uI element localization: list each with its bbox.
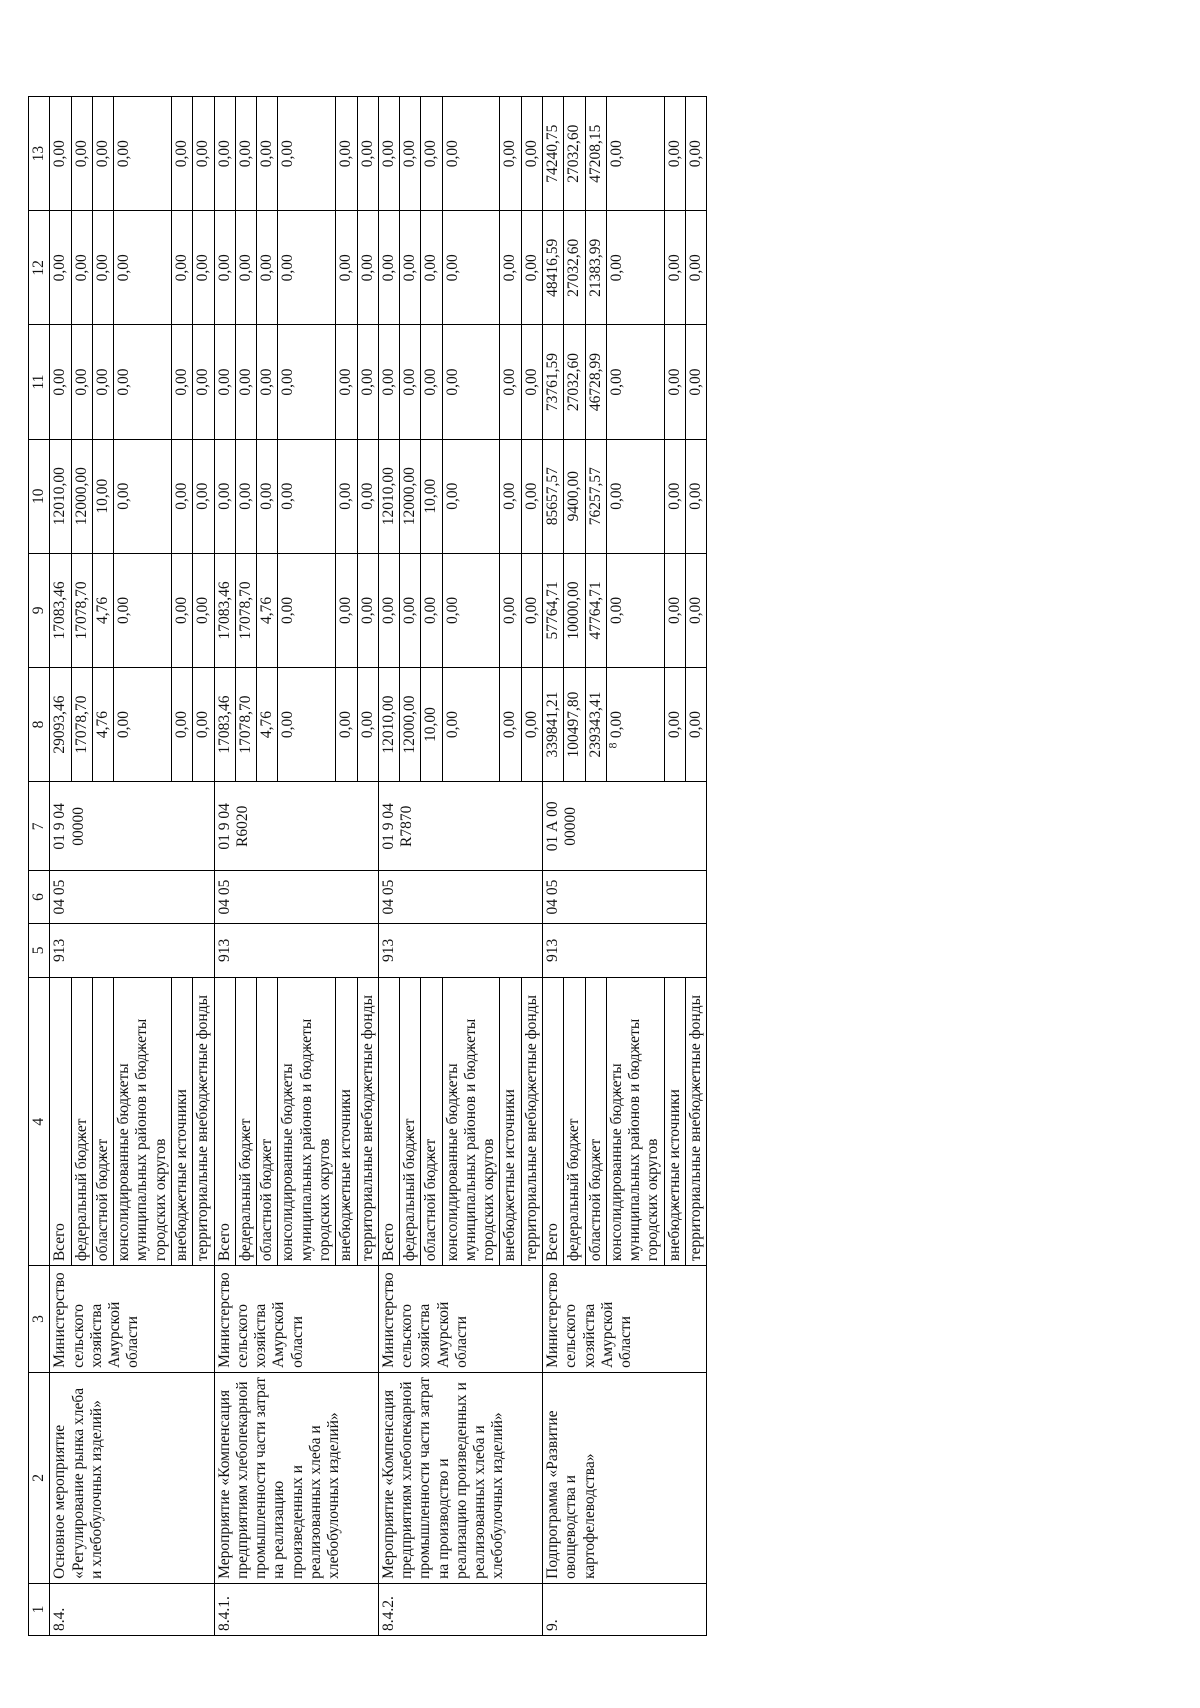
amount-cell: 0,00 [378, 97, 399, 211]
amount-cell: 0,00 [193, 211, 214, 325]
amount-cell: 0,00 [71, 325, 92, 439]
column-number: 4 [29, 978, 50, 1266]
funding-source: консолидированные бюджеты муниципальных районов и бюджеты городских округов [114, 978, 172, 1266]
amount-cell: 0,00 [521, 211, 542, 325]
funding-source: консолидированные бюджеты муниципальных районов и бюджеты городских округов [278, 978, 336, 1266]
amount-cell: 0,00 [257, 97, 278, 211]
amount-cell: 57764,71 [543, 553, 564, 667]
amount-cell: 0,00 [357, 97, 378, 211]
amount-cell: 85657,57 [543, 439, 564, 553]
amount-cell: 17078,70 [235, 553, 256, 667]
amount-cell: 29093,46 [50, 667, 71, 781]
target-code: 01 9 04 R6020 [214, 782, 378, 871]
amount-cell: 0,00 [50, 97, 71, 211]
amount-cell: 0,00 [171, 553, 192, 667]
amount-cell: 73761,59 [543, 325, 564, 439]
funding-source: Всего [543, 978, 564, 1266]
amount-cell: 0,00 [114, 97, 172, 211]
amount-cell: 17083,46 [214, 667, 235, 781]
table-row [378, 97, 399, 1636]
amount-cell: 12000,00 [71, 439, 92, 553]
amount-cell: 0,00 [278, 439, 336, 553]
amount-cell: 0,00 [664, 439, 685, 553]
amount-cell: 0,00 [664, 97, 685, 211]
funding-source: территориальные внебюджетные фонды [686, 978, 707, 1266]
grbs-code: 913 [50, 923, 214, 978]
column-number: 13 [29, 97, 50, 211]
amount-cell: 0,00 [278, 325, 336, 439]
funding-source: областной бюджет [257, 978, 278, 1266]
amount-cell: 4,76 [92, 553, 113, 667]
responsible-org: Министерство сельского хозяйства Амурской области [214, 1266, 378, 1373]
column-number: 5 [29, 923, 50, 978]
program-name: Мероприятие «Компенсация предприятиям хлебопекарной промышленности части затрат на производство и реализацию произведенных и реализованных хлеба и хлебобулочных изделий» [378, 1372, 542, 1583]
column-number: 9 [29, 553, 50, 667]
funding-source: внебюджетные источники [171, 978, 192, 1266]
amount-cell: 47764,71 [585, 553, 606, 667]
amount-cell: 9400,00 [564, 439, 585, 553]
amount-cell: 0,00 [442, 325, 500, 439]
responsible-org: Министерство сельского хозяйства Амурской области [50, 1266, 214, 1373]
amount-cell: 0,00 [336, 439, 357, 553]
program-name: Подпрограмма «Развитие овощеводства и картофелеводства» [543, 1372, 707, 1583]
amount-cell: 76257,57 [585, 439, 606, 553]
grbs-code: 913 [214, 923, 378, 978]
amount-cell: 0,00 [664, 211, 685, 325]
amount-cell: 10,00 [421, 439, 442, 553]
funding-source: внебюджетные источники [500, 978, 521, 1266]
amount-cell: 0,00 [442, 553, 500, 667]
amount-cell: 0,00 [214, 97, 235, 211]
amount-cell: 0,00 [606, 439, 664, 553]
funding-source: территориальные внебюджетные фонды [357, 978, 378, 1266]
amount-cell: 0,00 [336, 211, 357, 325]
funding-source: федеральный бюджет [400, 978, 421, 1266]
amount-cell: 0,00 [606, 667, 664, 781]
row-number: 8.4.1. [214, 1583, 378, 1635]
amount-cell: 0,00 [500, 325, 521, 439]
amount-cell: 0,00 [686, 553, 707, 667]
amount-cell: 0,00 [336, 553, 357, 667]
amount-cell: 0,00 [71, 97, 92, 211]
amount-cell: 0,00 [400, 553, 421, 667]
amount-cell: 0,00 [500, 97, 521, 211]
amount-cell: 0,00 [664, 667, 685, 781]
page-number: 8 [605, 742, 620, 749]
amount-cell: 0,00 [114, 553, 172, 667]
responsible-org: Министерство сельского хозяйства Амурской области [378, 1266, 542, 1373]
amount-cell: 0,00 [278, 97, 336, 211]
amount-cell: 0,00 [336, 97, 357, 211]
amount-cell: 10,00 [421, 667, 442, 781]
amount-cell: 0,00 [442, 97, 500, 211]
amount-cell: 0,00 [378, 553, 399, 667]
program-name: Мероприятие «Компенсация предприятиям хлебопекарной промышленности части затрат на реализацию произведенных и реализованных хлеба и хлебобулочных изделий» [214, 1372, 378, 1583]
amount-cell: 17078,70 [235, 667, 256, 781]
amount-cell: 0,00 [92, 97, 113, 211]
table-row [50, 97, 71, 1636]
section-code: 04 05 [378, 871, 542, 923]
funding-source: консолидированные бюджеты муниципальных районов и бюджеты городских округов [442, 978, 500, 1266]
amount-cell: 0,00 [257, 439, 278, 553]
amount-cell: 0,00 [686, 211, 707, 325]
amount-cell: 0,00 [50, 211, 71, 325]
amount-cell: 0,00 [521, 667, 542, 781]
amount-cell: 12010,00 [378, 667, 399, 781]
amount-cell: 21383,99 [585, 211, 606, 325]
funding-source: внебюджетные источники [336, 978, 357, 1266]
amount-cell: 0,00 [257, 325, 278, 439]
amount-cell: 0,00 [193, 97, 214, 211]
amount-cell: 0,00 [442, 667, 500, 781]
amount-cell: 0,00 [336, 667, 357, 781]
column-number: 1 [29, 1583, 50, 1635]
amount-cell: 0,00 [257, 211, 278, 325]
amount-cell: 0,00 [686, 325, 707, 439]
funding-source: внебюджетные источники [664, 978, 685, 1266]
amount-cell: 0,00 [606, 325, 664, 439]
amount-cell: 0,00 [664, 325, 685, 439]
row-number: 9. [543, 1583, 707, 1635]
table-body [29, 97, 707, 1636]
rotated-page [28, 96, 1048, 1636]
amount-cell: 0,00 [235, 439, 256, 553]
amount-cell: 0,00 [171, 211, 192, 325]
section-code: 04 05 [543, 871, 707, 923]
funding-source: областной бюджет [421, 978, 442, 1266]
row-number: 8.4.2. [378, 1583, 542, 1635]
amount-cell: 17083,46 [50, 553, 71, 667]
amount-cell: 0,00 [442, 211, 500, 325]
amount-cell: 0,00 [357, 667, 378, 781]
amount-cell: 0,00 [336, 325, 357, 439]
funding-source: Всего [50, 978, 71, 1266]
funding-source: федеральный бюджет [564, 978, 585, 1266]
amount-cell: 0,00 [400, 211, 421, 325]
amount-cell: 239343,41 [585, 667, 606, 781]
amount-cell: 0,00 [400, 97, 421, 211]
amount-cell: 0,00 [114, 211, 172, 325]
section-code: 04 05 [50, 871, 214, 923]
funding-source: Всего [214, 978, 235, 1266]
amount-cell: 0,00 [357, 325, 378, 439]
grbs-code: 913 [378, 923, 542, 978]
amount-cell: 27032,60 [564, 97, 585, 211]
amount-cell: 0,00 [521, 97, 542, 211]
amount-cell: 0,00 [521, 325, 542, 439]
funding-source: Всего [378, 978, 399, 1266]
header-row [29, 97, 50, 1636]
row-number: 8.4. [50, 1583, 214, 1635]
amount-cell: 0,00 [193, 439, 214, 553]
amount-cell: 0,00 [171, 325, 192, 439]
amount-cell: 0,00 [50, 325, 71, 439]
section-code: 04 05 [214, 871, 378, 923]
target-code: 01 9 04 R7870 [378, 782, 542, 871]
target-code: 01 9 04 00000 [50, 782, 214, 871]
column-number: 12 [29, 211, 50, 325]
amount-cell: 0,00 [235, 97, 256, 211]
amount-cell: 27032,60 [564, 325, 585, 439]
amount-cell: 0,00 [686, 439, 707, 553]
amount-cell: 0,00 [606, 553, 664, 667]
amount-cell: 0,00 [214, 439, 235, 553]
table-row [543, 97, 564, 1636]
amount-cell: 0,00 [686, 97, 707, 211]
amount-cell: 12010,00 [50, 439, 71, 553]
amount-cell: 74240,75 [543, 97, 564, 211]
amount-cell: 0,00 [214, 325, 235, 439]
column-number: 3 [29, 1266, 50, 1373]
amount-cell: 0,00 [214, 211, 235, 325]
target-code: 01 А 00 00000 [543, 782, 707, 871]
amount-cell: 0,00 [521, 439, 542, 553]
amount-cell: 0,00 [500, 667, 521, 781]
funding-source: федеральный бюджет [71, 978, 92, 1266]
amount-cell: 0,00 [686, 667, 707, 781]
amount-cell: 0,00 [606, 97, 664, 211]
amount-cell: 0,00 [606, 211, 664, 325]
amount-cell: 4,76 [257, 553, 278, 667]
amount-cell: 12000,00 [400, 439, 421, 553]
column-number: 10 [29, 439, 50, 553]
amount-cell: 0,00 [421, 211, 442, 325]
amount-cell: 0,00 [500, 439, 521, 553]
amount-cell: 17078,70 [71, 553, 92, 667]
amount-cell: 47208,15 [585, 97, 606, 211]
amount-cell: 100497,80 [564, 667, 585, 781]
amount-cell: 0,00 [664, 553, 685, 667]
funding-source: территориальные внебюджетные фонды [521, 978, 542, 1266]
amount-cell: 0,00 [278, 667, 336, 781]
amount-cell: 48416,59 [543, 211, 564, 325]
amount-cell: 46728,99 [585, 325, 606, 439]
funding-source: областной бюджет [585, 978, 606, 1266]
responsible-org: Министерство сельского хозяйства Амурской области [543, 1266, 707, 1373]
grbs-code: 913 [543, 923, 707, 978]
amount-cell: 0,00 [193, 325, 214, 439]
amount-cell: 4,76 [92, 667, 113, 781]
program-name: Основное мероприятие «Регулирование рынка хлеба и хлебобулочных изделий» [50, 1372, 214, 1583]
amount-cell: 339841,21 [543, 667, 564, 781]
amount-cell: 17078,70 [71, 667, 92, 781]
column-number: 7 [29, 782, 50, 871]
amount-cell: 0,00 [193, 667, 214, 781]
amount-cell: 17083,46 [214, 553, 235, 667]
amount-cell: 0,00 [421, 553, 442, 667]
amount-cell: 0,00 [357, 211, 378, 325]
amount-cell: 10000,00 [564, 553, 585, 667]
amount-cell: 0,00 [400, 325, 421, 439]
amount-cell: 0,00 [114, 439, 172, 553]
amount-cell: 0,00 [421, 97, 442, 211]
amount-cell: 0,00 [357, 553, 378, 667]
funding-source: федеральный бюджет [235, 978, 256, 1266]
funding-source: консолидированные бюджеты муниципальных районов и бюджеты городских округов [606, 978, 664, 1266]
amount-cell: 0,00 [378, 325, 399, 439]
column-number: 11 [29, 325, 50, 439]
amount-cell: 0,00 [114, 325, 172, 439]
amount-cell: 0,00 [421, 325, 442, 439]
amount-cell: 0,00 [114, 667, 172, 781]
amount-cell: 0,00 [521, 553, 542, 667]
amount-cell: 0,00 [92, 211, 113, 325]
column-number: 2 [29, 1372, 50, 1583]
amount-cell: 0,00 [193, 553, 214, 667]
amount-cell: 0,00 [378, 211, 399, 325]
amount-cell: 0,00 [235, 325, 256, 439]
amount-cell: 0,00 [171, 439, 192, 553]
amount-cell: 4,76 [257, 667, 278, 781]
amount-cell: 0,00 [442, 439, 500, 553]
amount-cell: 0,00 [235, 211, 256, 325]
funding-source: областной бюджет [92, 978, 113, 1266]
amount-cell: 0,00 [171, 667, 192, 781]
amount-cell: 12010,00 [378, 439, 399, 553]
column-number: 8 [29, 667, 50, 781]
amount-cell: 12000,00 [400, 667, 421, 781]
amount-cell: 0,00 [500, 211, 521, 325]
funding-source: территориальные внебюджетные фонды [193, 978, 214, 1266]
amount-cell: 0,00 [278, 211, 336, 325]
amount-cell: 0,00 [357, 439, 378, 553]
amount-cell: 27032,60 [564, 211, 585, 325]
budget-table [28, 96, 707, 1636]
amount-cell: 0,00 [71, 211, 92, 325]
column-number: 6 [29, 871, 50, 923]
amount-cell: 0,00 [92, 325, 113, 439]
amount-cell: 0,00 [500, 553, 521, 667]
table-row [214, 97, 235, 1636]
amount-cell: 0,00 [278, 553, 336, 667]
amount-cell: 0,00 [171, 97, 192, 211]
amount-cell: 10,00 [92, 439, 113, 553]
